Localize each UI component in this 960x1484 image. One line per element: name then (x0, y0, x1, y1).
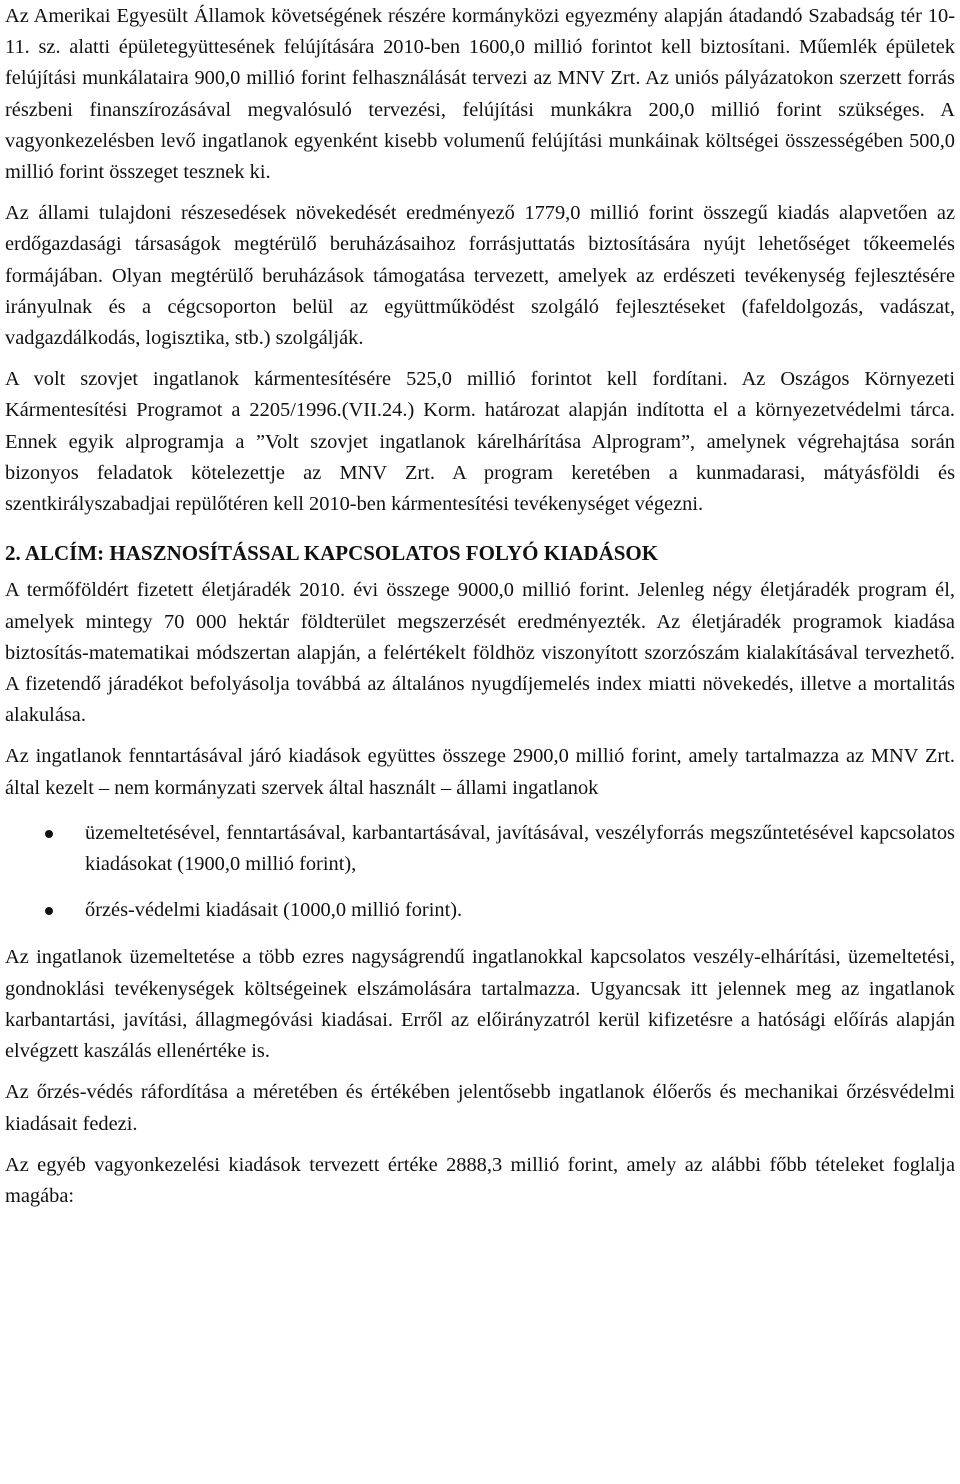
list-item (5, 818, 955, 880)
paragraph-security-costs: Az őrzés-védés ráfordítása a méretében és értékében jelentősebb ingatlanok élőerős és mechanikai őrzésvédelmi kiadásait fedezi. (5, 1081, 955, 1135)
paragraph-life-annuity: A termőföldért fizetett életjáradék 2010. évi összege 9000,0 millió forint. Jelenleg négy életjáradék program él, amelyek mintegy 70 000 hektár földterület megszerzését eredményezték. Az életjáradék programok kiadása biztosítás-matematikai módszertan alapján, a felértékelt földhöz viszonyított szorzószám kialakításával tervezhető. A fizetendő járadékot befolyásolja továbbá az általános nyugdíjemelés index miatti növekedés, illetve a mortalitás alakulása. (5, 579, 955, 727)
paragraph-other-asset-management: Az egyéb vagyonkezelési kiadások tervezett értéke 2888,3 millió forint, amely az alábbi főbb tételeket foglalja magába: (5, 1153, 955, 1207)
list-item-text: üzemeltetésével, fenntartásával, karbantartásával, javításával, veszélyforrás megszűntetésével kapcsolatos kiadásokat (1900,0 millió forint), (85, 821, 955, 876)
paragraph-property-operation: Az ingatlanok üzemeltetése a több ezres nagyságrendű ingatlanokkal kapcsolatos veszély-elhárítási, üzemeltetési, gondnoklási tevékenységek költségeinek elszámolására tartalmazza. Ugyancsak itt jelennek meg az ingatlanok karbantartási, javítási, állagmegóvási kiadásai. Erről az előirányzatról kerül kifizetésre a hatósági előírás alapján elvégzett kaszálás ellenértéke is. (5, 946, 955, 1063)
bullet-icon (45, 907, 53, 915)
paragraph-property-maintenance: Az ingatlanok fenntartásával járó kiadások együttes összege 2900,0 millió forint, amely tartalmazza az MNV Zrt. által kezelt – nem kormányzati szervek által használt – állami ingatlanok (5, 745, 955, 799)
paragraph-state-shareholdings: Az állami tulajdoni részesedések növekedését eredményező 1779,0 millió forint összegű kiadás alapvetően az erdőgazdasági társaságok megtérülő beruházásaihoz forrásjuttatás biztosítására nyújt lehetőséget tőkeemelés formájában. Olyan megtérülő beruházások támogatása tervezett, amelyek az erdészeti tevékenység fejlesztésére irányulnak és a cégcsoporton belül az együttműködést szolgáló fejlesztéseket (fafeldolgozás, vadászat, vadgazdálkodás, logisztika, stb.) szolgálják. (5, 202, 955, 350)
document-page (5, 0, 955, 1222)
section-heading: 2. ALCÍM: HASZNOSÍTÁSSAL KAPCSOLATOS FOLYÓ KIADÁSOK (5, 541, 659, 566)
list-item (5, 895, 955, 926)
list-item-text: őrzés-védelmi kiadásait (1000,0 millió forint). (85, 899, 463, 922)
bullet-icon (45, 830, 53, 838)
paragraph-us-embassy-renovation: Az Amerikai Egyesült Államok követségének részére kormányközi egyezmény alapján átadandó Szabadság tér 10-11. sz. alatti épületegyüttesének felújítására 2010-ben 1600,0 millió forintot kell biztosítani. Műemlék épületek felújítási munkálataira 900,0 millió forint felhasználását tervezi az MNV Zrt. Az uniós pályázatokon szerzett forrás részbeni finanszírozásával megvalósuló tervezési, felújítási munkákra 200,0 millió forint szükséges. A vagyonkezelésben levő ingatlanok egyenként kisebb volumenű felújítási munkáinak költségei összességében 500,0 millió forint összeget tesznek ki. (5, 5, 955, 184)
maintenance-bullet-list (5, 818, 955, 927)
paragraph-soviet-remediation: A volt szovjet ingatlanok kármentesítésére 525,0 millió forintot kell fordítani. Az Oszágos Környezeti Kármentesítési Programot a 2205/1996.(VII.24.) Korm. határozat alapján indította el a környezetvédelmi tárca. Ennek egyik alprogramja a ”Volt szovjet ingatlanok kárelhárítása Alprogram”, amelynek végrehajtása során bizonyos feladatok kötelezettje az MNV Zrt. A program keretében a kunmadarasi, mátyásföldi és szentkirályszabadjai repülőtéren kell 2010-ben kármentesítési tevékenységet végezni. (5, 368, 955, 516)
